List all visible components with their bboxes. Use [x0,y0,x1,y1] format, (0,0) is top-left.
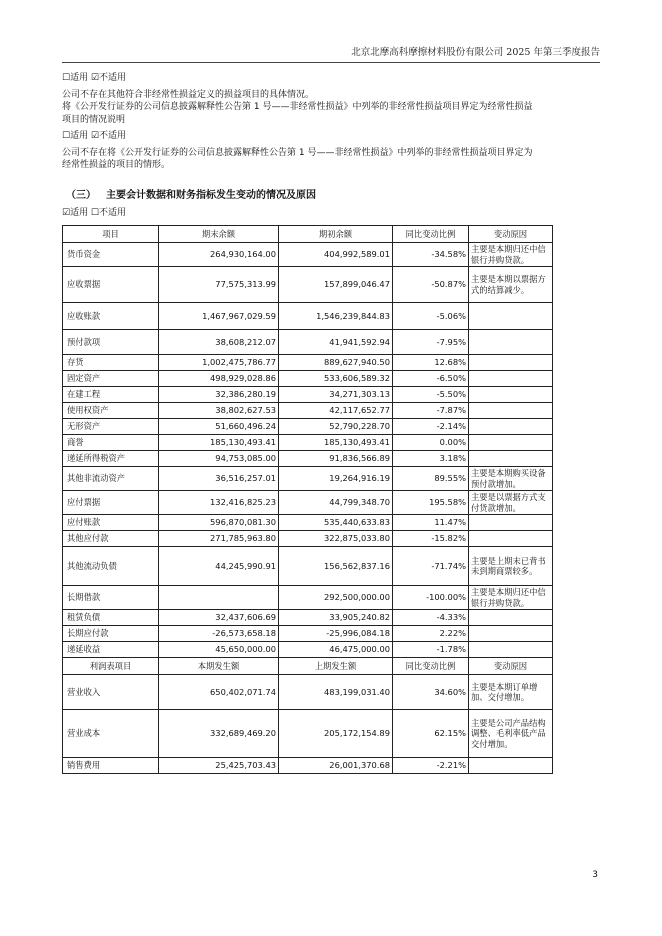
table-row [63,419,553,435]
table-row [63,675,553,710]
cell-end-value: 25,425,703.43 [159,758,279,774]
cell-begin-value: 156,562,837.16 [279,547,393,586]
paragraph-classification-line1: 将《公开发行证券的公司信息披露解释性公告第 1 号——非经常性损益》中列举的非经常性损益项目界定为经常性损益 [62,102,533,112]
cell-begin-value: 34,271,303.13 [279,387,393,403]
cell-reason: 主要是本期归还中信银行并购贷款。 [469,243,553,267]
table-row [63,710,553,758]
table-row [63,267,553,303]
header-begin-balance: 期初余额 [279,226,393,243]
cell-change-ratio: -7.87% [393,403,469,419]
balance-body [63,243,553,658]
cell-end-value: 51,660,496.24 [159,419,279,435]
cell-end-value: 45,650,000.00 [159,642,279,658]
cell-change-ratio: -1.78% [393,642,469,658]
financial-changes-table [62,225,553,774]
income-header-row [63,658,553,675]
cell-reason [469,355,553,371]
cell-begin-value: 33,905,240.82 [279,610,393,626]
cell-change-ratio: -5.06% [393,303,469,330]
header-item: 项目 [63,226,159,243]
cell-item: 使用权资产 [63,403,159,419]
cell-reason [469,403,553,419]
cell-begin-value: 52,790,228.70 [279,419,393,435]
cell-reason [469,303,553,330]
table-row [63,371,553,387]
cell-change-ratio: -100.00% [393,586,469,610]
cell-begin-value: 889,627,940.50 [279,355,393,371]
table-row [63,467,553,491]
table-row [63,243,553,267]
income-body [63,675,553,774]
cell-reason: 主要是上期末已背书未到期商票较多。 [469,547,553,586]
cell-end-value: 650,402,071.74 [159,675,279,710]
table-row [63,626,553,642]
cell-item: 货币资金 [63,243,159,267]
cell-begin-value: 157,899,046.47 [279,267,393,303]
cell-begin-value: 185,130,493.41 [279,435,393,451]
cell-item: 长期应付款 [63,626,159,642]
cell-begin-value: 483,199,031.40 [279,675,393,710]
cell-reason [469,419,553,435]
table-row [63,451,553,467]
cell-item: 应付账款 [63,515,159,531]
cell-reason [469,515,553,531]
cell-reason [469,330,553,355]
cell-reason [469,642,553,658]
cell-change-ratio: -2.14% [393,419,469,435]
cell-begin-value: 91,836,566.89 [279,451,393,467]
page-header: 北京北摩高科摩擦材料股份有限公司 2025 年第三季度报告 [62,44,600,63]
paragraph-note-line2: 经常性损益的项目的情形。 [62,160,171,170]
income-header-section [63,658,553,675]
cell-begin-value: 205,172,154.89 [279,710,393,758]
cell-end-value: 38,608,212.07 [159,330,279,355]
table-row [63,515,553,531]
cell-reason [469,531,553,547]
cell-change-ratio: 195.58% [393,491,469,515]
table-row [63,355,553,371]
header-income-item: 利润表项目 [63,658,159,675]
cell-end-value: 332,689,469.20 [159,710,279,758]
cell-reason [469,371,553,387]
cell-change-ratio: -6.50% [393,371,469,387]
cell-item: 递延所得税资产 [63,451,159,467]
header-income-reason: 变动原因 [469,658,553,675]
cell-item: 营业收入 [63,675,159,710]
cell-item: 商誉 [63,435,159,451]
header-change: 同比变动比例 [393,226,469,243]
cell-change-ratio: 12.68% [393,355,469,371]
cell-end-value: -26,573,658.18 [159,626,279,642]
paragraph-classification-line2: 项目的情况说明 [62,114,126,125]
cell-end-value: 1,467,967,029.59 [159,303,279,330]
cell-reason: 主要是本期购买设备预付款增加。 [469,467,553,491]
cell-change-ratio: -71.74% [393,547,469,586]
cell-end-value: 77,575,313.99 [159,267,279,303]
header-reason: 变动原因 [469,226,553,243]
cell-begin-value: 404,992,589.01 [279,243,393,267]
table-row [63,435,553,451]
cell-item: 租赁负债 [63,610,159,626]
cell-change-ratio: 62.15% [393,710,469,758]
cell-end-value: 271,785,963.80 [159,531,279,547]
header-prior-period: 上期发生额 [279,658,393,675]
cell-end-value: 94,753,085.00 [159,451,279,467]
cell-item: 无形资产 [63,419,159,435]
cell-reason [469,610,553,626]
cell-reason: 主要是公司产品结构调整、毛利率低产品交付增加。 [469,710,553,758]
cell-change-ratio: -4.33% [393,610,469,626]
table-row [63,403,553,419]
paragraph-other-items: 公司不存在其他符合非经常性损益定义的损益项目的具体情况。 [62,89,315,100]
cell-end-value: 36,516,257.01 [159,467,279,491]
header-end-balance: 期末余额 [159,226,279,243]
cell-change-ratio: 3.18% [393,451,469,467]
cell-begin-value: 292,500,000.00 [279,586,393,610]
balance-header-row [63,226,553,243]
cell-begin-value: 42,117,652.77 [279,403,393,419]
cell-change-ratio: 34.60% [393,675,469,710]
cell-end-value: 264,930,164.00 [159,243,279,267]
paragraph-note-line1: 公司不存在将《公开发行证券的公司信息披露解释性公告第 1 号——非经常性损益》中列举的非经常性损益项目界定为 [62,147,533,158]
cell-item: 长期借款 [63,586,159,610]
table-row [63,303,553,330]
cell-item: 应收票据 [63,267,159,303]
cell-change-ratio: -5.50% [393,387,469,403]
cell-end-value [159,586,279,610]
cell-item: 在建工程 [63,387,159,403]
page-content [62,72,600,774]
cell-begin-value: 322,875,033.80 [279,531,393,547]
cell-reason [469,451,553,467]
table-row [63,586,553,610]
cell-change-ratio: 2.22% [393,626,469,642]
table-row [63,547,553,586]
cell-reason [469,387,553,403]
cell-begin-value: 41,941,592.94 [279,330,393,355]
cell-item: 其他流动负债 [63,547,159,586]
header-current-period: 本期发生额 [159,658,279,675]
cell-item: 应付票据 [63,491,159,515]
section-number: （三） [66,189,96,201]
cell-change-ratio: 11.47% [393,515,469,531]
cell-begin-value: 533,606,589.32 [279,371,393,387]
cell-change-ratio: 89.55% [393,467,469,491]
cell-end-value: 498,929,028.86 [159,371,279,387]
table-row [63,491,553,515]
cell-item: 营业成本 [63,710,159,758]
cell-reason [469,626,553,642]
table-row [63,387,553,403]
cell-begin-value: 26,001,370.68 [279,758,393,774]
cell-reason [469,758,553,774]
cell-item: 应收账款 [63,303,159,330]
cell-reason: 主要是本期订单增加、交付增加。 [469,675,553,710]
cell-end-value: 185,130,493.41 [159,435,279,451]
table-row [63,642,553,658]
cell-item: 预付款项 [63,330,159,355]
cell-begin-value: 1,546,239,844.83 [279,303,393,330]
cell-reason: 主要是以票据方式支付货款增加。 [469,491,553,515]
section-title [66,186,600,201]
cell-end-value: 44,245,990.91 [159,547,279,586]
section-heading: 主要会计数据和财务指标发生变动的情况及原因 [106,189,316,201]
cell-change-ratio: -34.58% [393,243,469,267]
cell-change-ratio: -50.87% [393,267,469,303]
header-income-change: 同比变动比例 [393,658,469,675]
cell-begin-value: 46,475,000.00 [279,642,393,658]
table-row [63,531,553,547]
table-row [63,330,553,355]
applicability-mark-3: ☑适用 ☐不适用 [62,207,126,218]
cell-change-ratio: -7.95% [393,330,469,355]
cell-begin-value: 19,264,916.19 [279,467,393,491]
cell-begin-value: -25,996,084.18 [279,626,393,642]
applicability-mark-2: ☐适用 ☑不适用 [62,131,126,141]
cell-change-ratio: -2.21% [393,758,469,774]
cell-end-value: 38,802,627.53 [159,403,279,419]
cell-end-value: 132,416,825.23 [159,491,279,515]
cell-item: 其他非流动资产 [63,467,159,491]
cell-begin-value: 535,440,633.83 [279,515,393,531]
cell-end-value: 596,870,081.30 [159,515,279,531]
cell-change-ratio: -15.82% [393,531,469,547]
cell-item: 销售费用 [63,758,159,774]
cell-change-ratio: 0.00% [393,435,469,451]
table-row [63,758,553,774]
cell-item: 存货 [63,355,159,371]
cell-end-value: 1,002,475,786.77 [159,355,279,371]
cell-end-value: 32,386,280.19 [159,387,279,403]
cell-reason [469,435,553,451]
cell-item: 递延收益 [63,642,159,658]
cell-begin-value: 44,799,348.70 [279,491,393,515]
page-number: 3 [592,870,598,880]
cell-reason: 主要是本期以票据方式的结算减少。 [469,267,553,303]
applicability-mark-1: ☐适用 ☑不适用 [62,73,126,83]
cell-reason: 主要是本期归还中信银行并购贷款。 [469,586,553,610]
table-row [63,610,553,626]
cell-item: 其他应付款 [63,531,159,547]
cell-end-value: 32,437,606.69 [159,610,279,626]
cell-item: 固定资产 [63,371,159,387]
